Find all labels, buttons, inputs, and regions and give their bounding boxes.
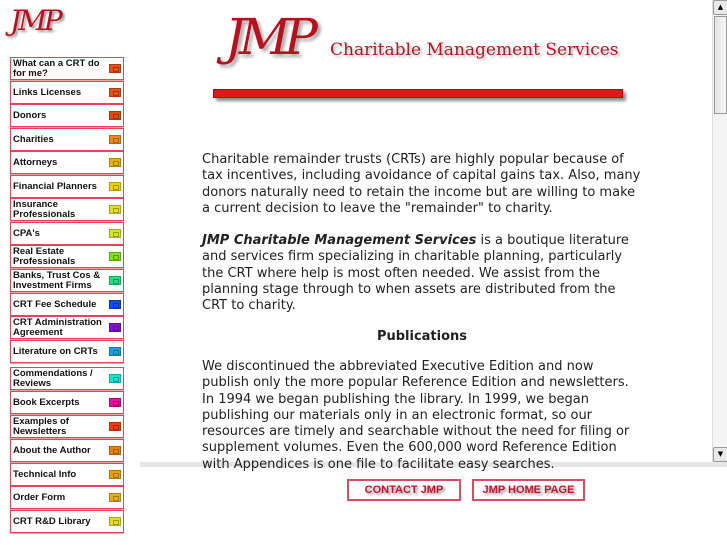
bullet-square-icon xyxy=(109,323,121,332)
bullet-square-icon xyxy=(109,252,121,261)
sidebar-item-charities[interactable] xyxy=(10,128,124,151)
sidebar-item-about-the-author[interactable] xyxy=(10,439,124,462)
company-name: JMP Charitable Management Services xyxy=(202,233,477,249)
sidebar-item-insurance-professionals[interactable] xyxy=(10,198,124,221)
header-title: Charitable Management Services xyxy=(330,40,619,60)
sidebar-item-book-excerpts[interactable] xyxy=(10,391,124,414)
sidebar-item-label: CRT R&D Library xyxy=(13,515,91,527)
header-divider-bar xyxy=(213,89,623,98)
bullet-square-icon xyxy=(109,276,121,285)
sidebar-item-label: Examples of Newsletters xyxy=(13,416,69,437)
sidebar-item-label: Banks, Trust Cos & Investment Firms xyxy=(13,270,101,291)
sidebar-item-label: Links Licenses xyxy=(13,86,82,98)
contact-jmp-button[interactable]: CONTACT JMP xyxy=(347,479,461,501)
main-content xyxy=(202,152,642,489)
jmp-home-page-button[interactable]: JMP HOME PAGE xyxy=(472,479,585,501)
vertical-scrollbar[interactable] xyxy=(712,0,727,462)
bullet-square-icon xyxy=(109,158,121,167)
sidebar-item-real-estate-professionals[interactable] xyxy=(10,245,124,268)
header-logo: JMP xyxy=(225,8,312,66)
sidebar-item-crt-fee-schedule[interactable] xyxy=(10,293,124,316)
sidebar-item-label: CRT Administration Agreement xyxy=(13,317,102,338)
sidebar-item-label: What can a CRT do for me? xyxy=(13,58,100,79)
bullet-square-icon xyxy=(109,422,121,431)
bullet-square-icon xyxy=(109,470,121,479)
bullet-square-icon xyxy=(109,64,121,73)
sidebar xyxy=(0,0,130,545)
sidebar-item-label: Order Form xyxy=(13,491,66,503)
sidebar-item-label: Attorneys xyxy=(13,156,58,168)
sidebar-item-label: CRT Fee Schedule xyxy=(13,298,97,310)
sidebar-item-label: Insurance Professionals xyxy=(13,199,76,220)
bullet-square-icon xyxy=(109,111,121,120)
scroll-up-arrow-icon[interactable]: ▲ xyxy=(713,0,727,15)
sidebar-item-links-licenses[interactable] xyxy=(10,81,124,104)
sidebar-item-label: Book Excerpts xyxy=(13,396,80,408)
scroll-down-arrow-icon[interactable]: ▼ xyxy=(713,447,727,462)
sidebar-item-crt-r-d-library[interactable] xyxy=(10,510,124,533)
sidebar-item-order-form[interactable] xyxy=(10,486,124,509)
bullet-square-icon xyxy=(109,517,121,526)
sidebar-item-label: CPA's xyxy=(13,227,40,239)
sidebar-item-cpa-s[interactable] xyxy=(10,222,124,245)
sidebar-item-label: Commendations / Reviews xyxy=(13,368,93,389)
sidebar-item-label: Financial Planners xyxy=(13,180,97,192)
jmp-logo[interactable]: JMP xyxy=(10,4,60,37)
sidebar-item-commendations-reviews[interactable] xyxy=(10,367,124,390)
bullet-square-icon xyxy=(109,493,121,502)
content-frame xyxy=(140,0,727,472)
sidebar-item-attorneys[interactable] xyxy=(10,151,124,174)
bullet-square-icon xyxy=(109,374,121,383)
sidebar-item-label: Real Estate Professionals xyxy=(13,246,76,267)
bullet-square-icon xyxy=(109,446,121,455)
sidebar-item-donors[interactable] xyxy=(10,104,124,127)
sidebar-item-label: Donors xyxy=(13,109,47,121)
bullet-square-icon xyxy=(109,229,121,238)
intro-paragraph: Charitable remainder trusts (CRTs) are highly popular because of tax incentives, including avoidance of capital gains tax. Also, many donors naturally need to retain the income but are willing to make a current decision to leave the "remainder" to charity. xyxy=(202,152,641,216)
bullet-square-icon xyxy=(109,205,121,214)
publications-heading: Publications xyxy=(376,328,468,344)
bullet-square-icon xyxy=(109,398,121,407)
sidebar-item-label: Literature on CRTs xyxy=(13,345,98,357)
bullet-square-icon xyxy=(109,135,121,144)
sidebar-item-literature-on-crts[interactable] xyxy=(10,340,124,363)
bullet-square-icon xyxy=(109,300,121,309)
sidebar-item-label: About the Author xyxy=(13,444,91,456)
about-paragraph: JMP Charitable Management Services is a boutique literature and services firm specializing in charitable planning, particularly the CRT where help is most often needed. We assist from the planning stage through to when assets are distributed from the CRT to charity. xyxy=(202,233,629,314)
bullet-square-icon xyxy=(109,88,121,97)
sidebar-item-examples-of-newsletters[interactable] xyxy=(10,415,124,438)
scrollbar-thumb[interactable] xyxy=(714,16,727,114)
publications-paragraph: We discontinued the abbreviated Executive Edition and now publish only the more popular Reference Edition and newsletters. In 1994 we began publishing the library. In 1999, we began publishing our materials only in an electronic format, so our resources are timely and searchable without the need for filing or supplement volumes. Even the 600,000 word Reference Edition with Appendices is one file to facilitate easy searches. xyxy=(202,358,630,472)
sidebar-item-crt-administration-agreement[interactable] xyxy=(10,316,124,339)
sidebar-item-financial-planners[interactable] xyxy=(10,175,124,198)
sidebar-item-what-can-a-crt-do-for-me[interactable] xyxy=(10,57,124,80)
sidebar-item-technical-info[interactable] xyxy=(10,463,124,486)
bullet-square-icon xyxy=(109,182,121,191)
sidebar-item-label: Charities xyxy=(13,133,54,145)
sidebar-item-label: Technical Info xyxy=(13,468,77,480)
bullet-square-icon xyxy=(109,347,121,356)
sidebar-item-banks-trust-cos-investment-firms[interactable] xyxy=(10,269,124,292)
